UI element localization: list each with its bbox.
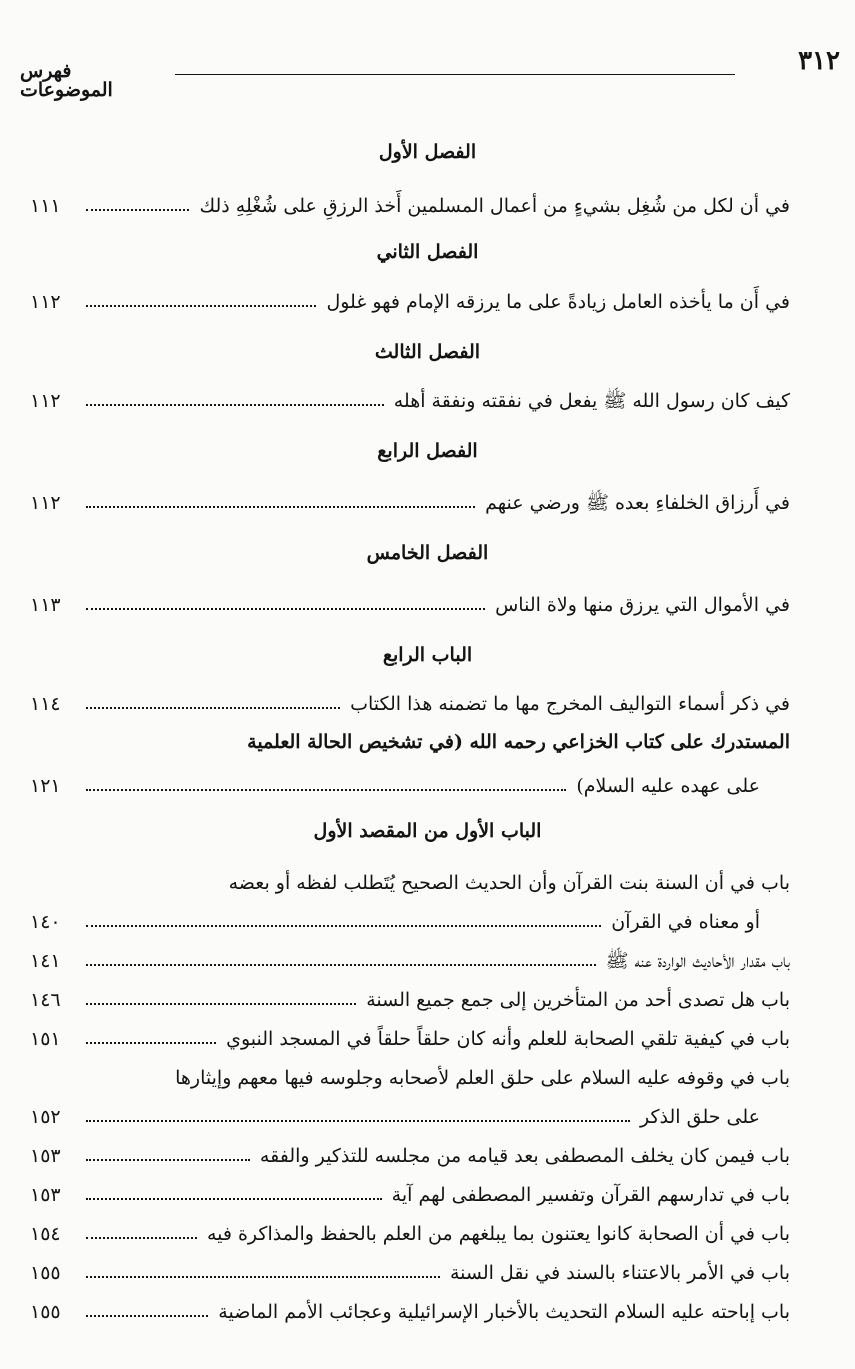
toc-entry [0,1180,855,1210]
toc-entry [0,1141,855,1171]
toc-entry [0,727,855,757]
section-heading: الفصل الخامس [366,542,489,564]
entry-text: باب في كيفية تلقي الصحابة للعلم وأنه كان حلقاً حلقاً في المسجد النبوي [226,1028,790,1050]
dot-leader [86,1159,250,1161]
dot-leader [86,305,316,307]
entry-page: ١١٣ [30,594,61,616]
toc-entry [0,985,855,1015]
dot-leader [86,1276,440,1278]
toc-entry [0,1258,855,1288]
toc-entry [0,1297,855,1327]
entry-page: ١١٢ [30,492,61,514]
toc-entry [0,946,855,976]
section-heading: الفصل الثاني [376,241,479,263]
dot-leader [86,1042,216,1044]
entry-text: باب في أن الصحابة كانوا يعتنون بما يبلغهم من العلم بالحفظ والمذاكرة فيه [206,1223,790,1245]
entry-page: ١٥٢ [30,1106,61,1128]
dot-leader [86,1120,630,1122]
running-title: فهرس الموضوعات [20,60,113,101]
section-heading: الفصل الأول [378,141,477,163]
entry-text: في أن لكل من شُغِل بشيءٍ من أعمال المسلمين أَخذ الرزقِ على شُغْلِهِ ذلك [199,195,790,217]
entry-text: على عهده عليه السلام) [576,775,760,797]
entry-text: باب هل تصدى أحد من المتأخرين إلى جمع جميع السنة [366,989,790,1011]
toc-entry [0,868,855,898]
entry-page: ١١٢ [30,390,61,412]
entry-page: ١٥٣ [30,1145,61,1167]
entry-text: في أَرزاق الخلفاءِ بعده ﷺ ورضي عنهم [485,492,790,514]
entry-page: ١٤١ [30,950,61,972]
toc-entry [0,386,855,416]
entry-text: في أَن ما يأخذه العامل زيادةً على ما يرزقه الإمام فهو غلول [326,291,790,313]
dot-leader [86,1198,382,1200]
section-heading: الباب الأول من المقصد الأول [313,820,542,842]
entry-text: باب فيمن كان يخلف المصطفى بعد قيامه من مجلسه للتذكير والفقه [259,1145,790,1167]
entry-text: باب في وقوفه عليه السلام على حلق العلم لأصحابه وجلوسه فيها معهم وإيثارها [175,1067,790,1089]
entry-text: باب في أن السنة بنت القرآن وأن الحديث الصحيح يُتَطلب لفظه أو بعضه [228,872,790,894]
toc-entry [0,590,855,620]
dot-leader [86,404,384,406]
entry-page: ١٢١ [30,775,61,797]
toc-entry [0,771,855,801]
section-heading: الباب الرابع [382,644,473,666]
toc-entry [0,1102,855,1132]
dot-leader [86,964,596,966]
dot-leader [86,1237,197,1239]
entry-text: المستدرك على كتاب الخزاعي رحمه الله (في تشخيص الحالة العلمية [247,731,790,753]
dot-leader [86,608,485,610]
page-number: ٣١٢ [798,46,840,76]
dot-leader [86,707,340,709]
entry-text: باب مقدار الأحاديث الواردة عنه ﷺ [605,950,790,972]
entry-text: باب في تدارسهم القرآن وتفسير المصطفى لهم آية [391,1184,790,1206]
entry-page: ١٥٣ [30,1184,61,1206]
entry-text: باب في الأمر بالاعتناء بالسند في نقل السنة [449,1262,790,1284]
entry-text: في الأموال التي يرزق منها ولاة الناس [495,594,790,616]
entry-page: ١١٢ [30,291,61,313]
entry-text: باب إباحته عليه السلام التحديث بالأخبار الإسرائيلية وعجائب الأمم الماضية [218,1301,790,1323]
entry-page: ١١٤ [30,693,61,715]
dot-leader [86,1003,356,1005]
entry-page: ١٤٦ [30,989,61,1011]
entry-page: ١٥٤ [30,1223,61,1245]
dot-leader [86,789,566,791]
dot-leader [86,925,601,927]
entry-text: أو معناه في القرآن [611,911,760,933]
entry-text: على حلق الذكر [640,1106,760,1128]
entry-text: كيف كان رسول الله ﷺ يفعل في نفقته ونفقة أهله [393,390,790,412]
toc-entry [0,1219,855,1249]
dot-leader [86,209,189,211]
toc-entry [0,1024,855,1054]
toc-entry [0,907,855,937]
section-heading: الفصل الرابع [377,440,478,462]
entry-page: ١٥١ [30,1028,61,1050]
toc-entry [0,191,855,221]
entry-page: ١١١ [30,195,61,217]
entry-page: ١٥٥ [30,1262,61,1284]
toc-entry [0,287,855,317]
header-rule [175,74,735,75]
toc-entry [0,488,855,518]
entry-text: في ذكر أسماء التواليف المخرج مها ما تضمنه هذا الكتاب [350,693,790,715]
dot-leader [86,506,475,508]
toc-entry [0,689,855,719]
section-heading: الفصل الثالث [374,341,481,363]
entry-page: ١٥٥ [30,1301,61,1323]
dot-leader [86,1315,208,1317]
entry-page: ١٤٠ [30,911,61,933]
toc-entry [0,1063,855,1093]
